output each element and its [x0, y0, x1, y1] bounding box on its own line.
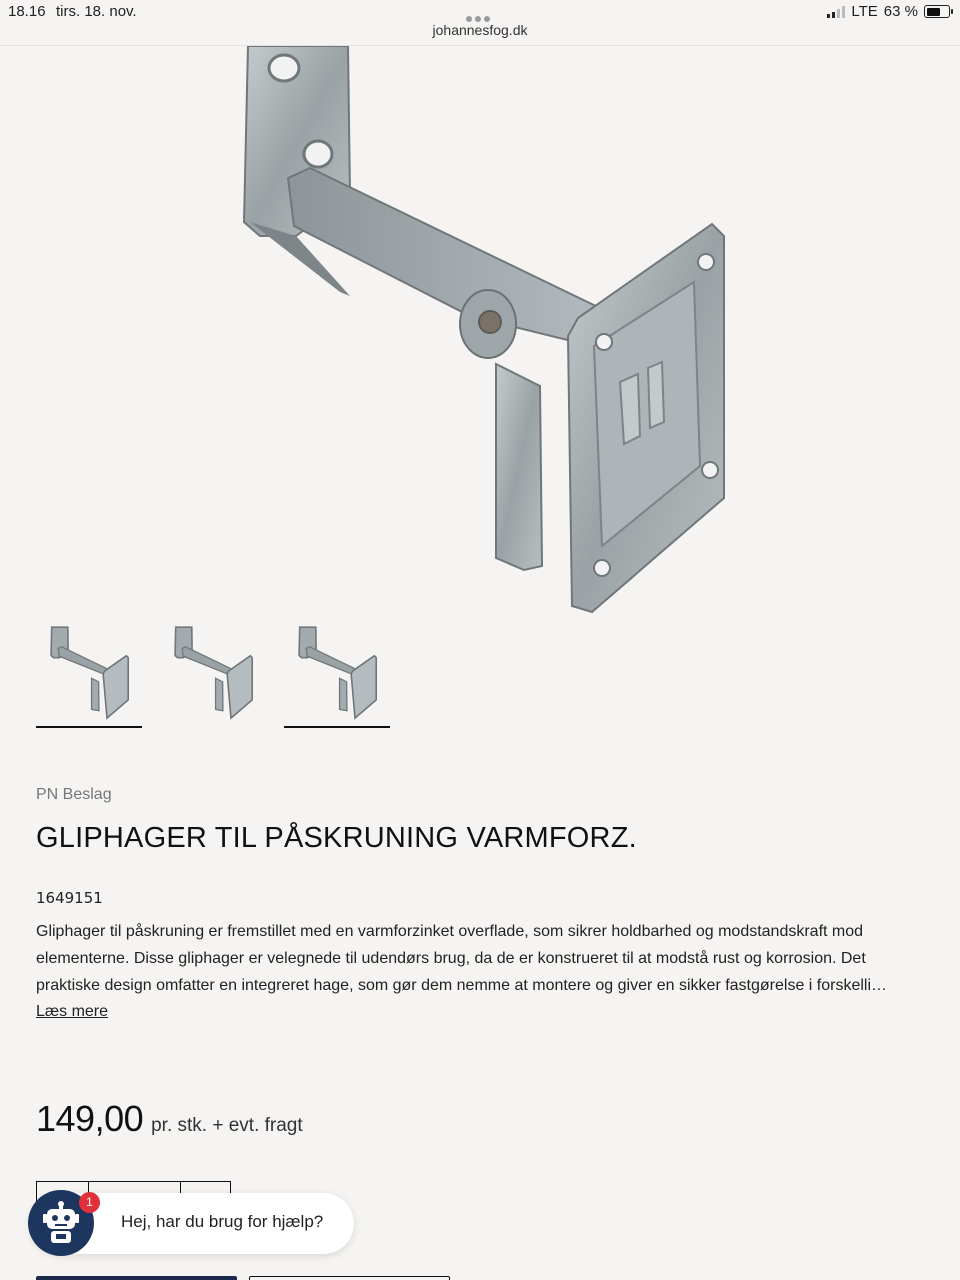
- status-time: 18.16: [8, 3, 46, 20]
- thumbnail-1[interactable]: [36, 620, 142, 728]
- address-bar-url[interactable]: johannesfog.dk: [432, 22, 528, 38]
- secondary-action-button[interactable]: [249, 1276, 450, 1280]
- price-value: 149,00: [36, 1098, 144, 1139]
- signal-icon: [827, 6, 845, 18]
- read-more-link[interactable]: Læs mere: [36, 1003, 109, 1020]
- thumbnail-2[interactable]: [160, 620, 266, 728]
- product-description: Gliphager til påskruning er fremstillet med en varmforzinket overflade, som sikrer holdbarhed og modstandskraft mod elementerne. Disse gliphager er velegnede til udendørs brug, da de er konstrueret til at modstå rust og korrosion. Det praktiske design omfatter en integreret hage, som gør dem nemme at montere og giver en sikker fastgørelse i forskelli…: [36, 923, 888, 994]
- status-date: tirs. 18. nov.: [56, 3, 137, 20]
- add-to-cart-button[interactable]: [36, 1276, 237, 1280]
- product-image[interactable]: [200, 46, 760, 616]
- network-label: LTE: [851, 3, 878, 20]
- battery-icon: [924, 5, 950, 18]
- product-brand[interactable]: PN Beslag: [36, 786, 112, 803]
- status-right: [827, 3, 950, 20]
- thumbnail-strip: [36, 620, 390, 728]
- status-bar: [0, 0, 960, 46]
- price-unit: pr. stk. + evt. fragt: [151, 1115, 303, 1136]
- chat-notification-badge: 1: [79, 1192, 100, 1213]
- more-dots-icon[interactable]: [466, 9, 494, 15]
- battery-label: 63 %: [883, 3, 918, 20]
- price-block: [36, 1098, 303, 1140]
- thumbnail-3[interactable]: [284, 620, 390, 728]
- chat-prompt-text[interactable]: Hej, har du brug for hjælp?: [121, 1212, 324, 1231]
- product-sku: 1649151: [36, 889, 103, 907]
- product-title: GLIPHAGER TIL PÅSKRUNING VARMFORZ.: [36, 822, 637, 854]
